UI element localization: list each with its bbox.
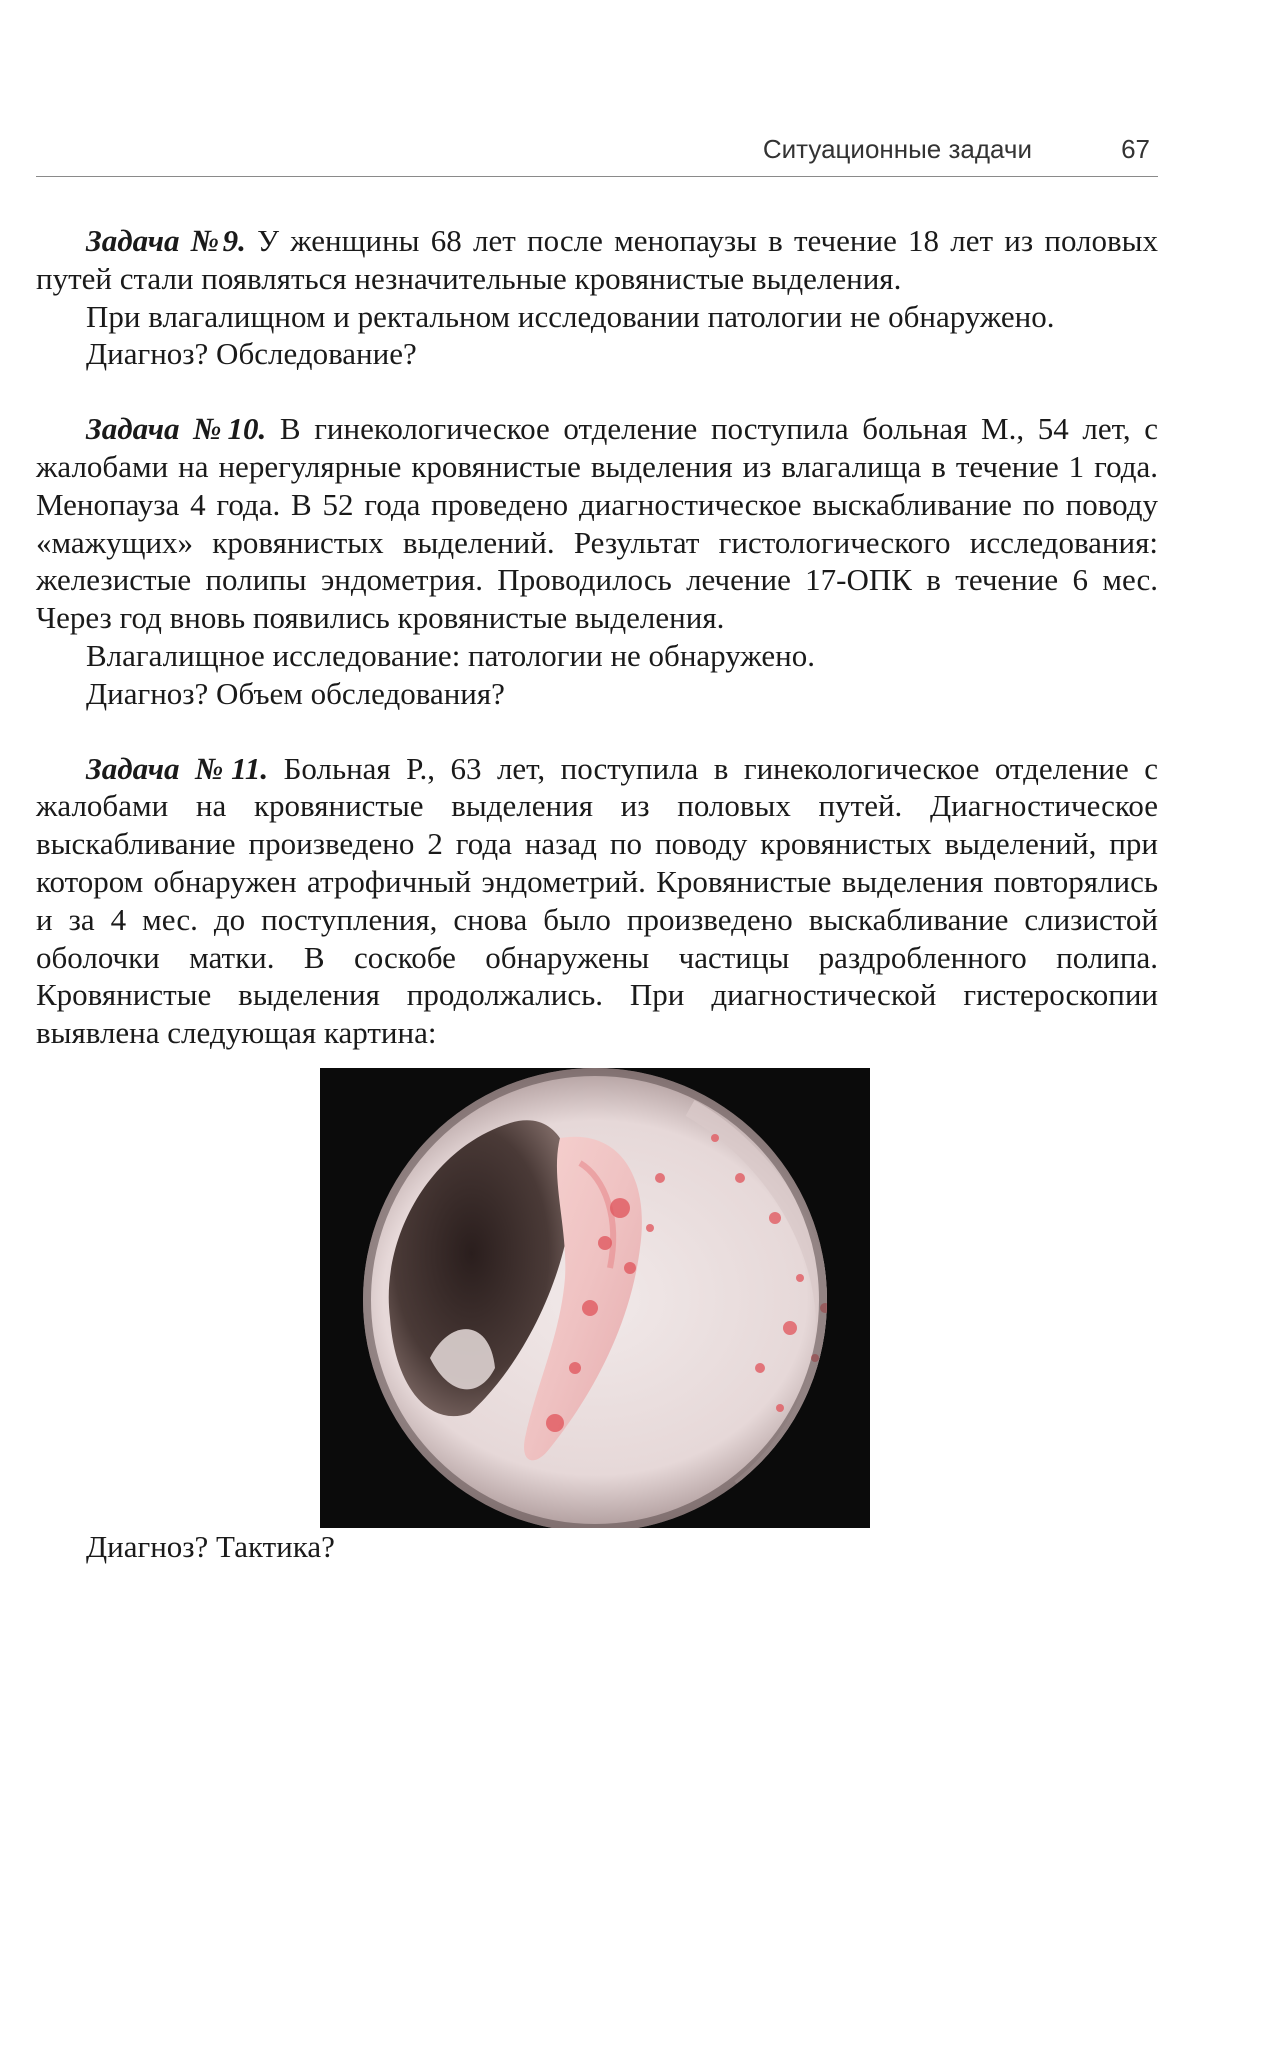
running-header-title: Ситуационные задачи <box>762 134 1032 164</box>
task-11-text-1: Больная Р., 63 лет, поступила в гинекологическое отделение с жалобами на кровянистые выделения из половых путей. Диагностическое выскабливание произведено 2 года назад по поводу кровянистых выделений, при котором обнаружен атрофичный эндометрий. Кровянистые выделения повторялись и за 4 мес. до поступления, снова было произведено выскабливание слизистой оболочки матки. В соскобе обнаружены частицы раздробленного полипа. Кровянистые выделения продолжались. При диагностической гистероскопии выявлена следующая картина: <box>36 750 1158 1051</box>
hysteroscopy-illustration <box>320 1068 870 1528</box>
task-11 <box>36 750 1158 1566</box>
task-10-question: Диагноз? Объем обследования? <box>86 675 505 711</box>
task-10-label: Задача №10. <box>86 411 267 447</box>
task-10-paragraph-1 <box>36 410 1158 637</box>
task-9-label: Задача №9. <box>86 223 246 258</box>
page-number: 67 <box>1121 134 1150 164</box>
task-11-label: Задача №11. <box>86 750 269 786</box>
task-10-text-1: В гинекологическое отделение поступила больная М., 54 лет, с жалобами на нерегулярные кровянистые выделения из влагалища в течение 1 года. Менопауза 4 года. В 52 года проведено диагностическое выскабливание по поводу «мажущих» кровянистых выделений. Результат гистологического исследования: железистые полипы эндометрия. Проводилось лечение 17-ОПК в течение 6 мес. Через год вновь появились кровянистые выделения. <box>36 411 1158 636</box>
task-10-paragraph-2: Влагалищное исследование: патологии не обнаружено. <box>86 637 815 673</box>
task-11-question: Диагноз? Тактика? <box>86 1528 335 1564</box>
task-11-paragraph-1 <box>36 750 1158 1052</box>
scope-view <box>320 1068 870 1528</box>
page-header <box>36 120 1158 177</box>
task-9-paragraph-2: При влагалищном и ректальном исследовании патологии не обнаружено. <box>86 298 1055 334</box>
task-9 <box>36 222 1158 373</box>
page-content <box>36 222 1158 1603</box>
task-9-text-1: У женщины 68 лет после менопаузы в течение 18 лет из половых путей стали появляться незначительные кровянистые выделения. <box>36 223 1158 296</box>
task-9-question: Диагноз? Обследование? <box>86 336 417 372</box>
hysteroscopy-image <box>320 1068 870 1528</box>
task-10 <box>36 410 1158 712</box>
task-9-paragraph-1 <box>36 222 1158 298</box>
